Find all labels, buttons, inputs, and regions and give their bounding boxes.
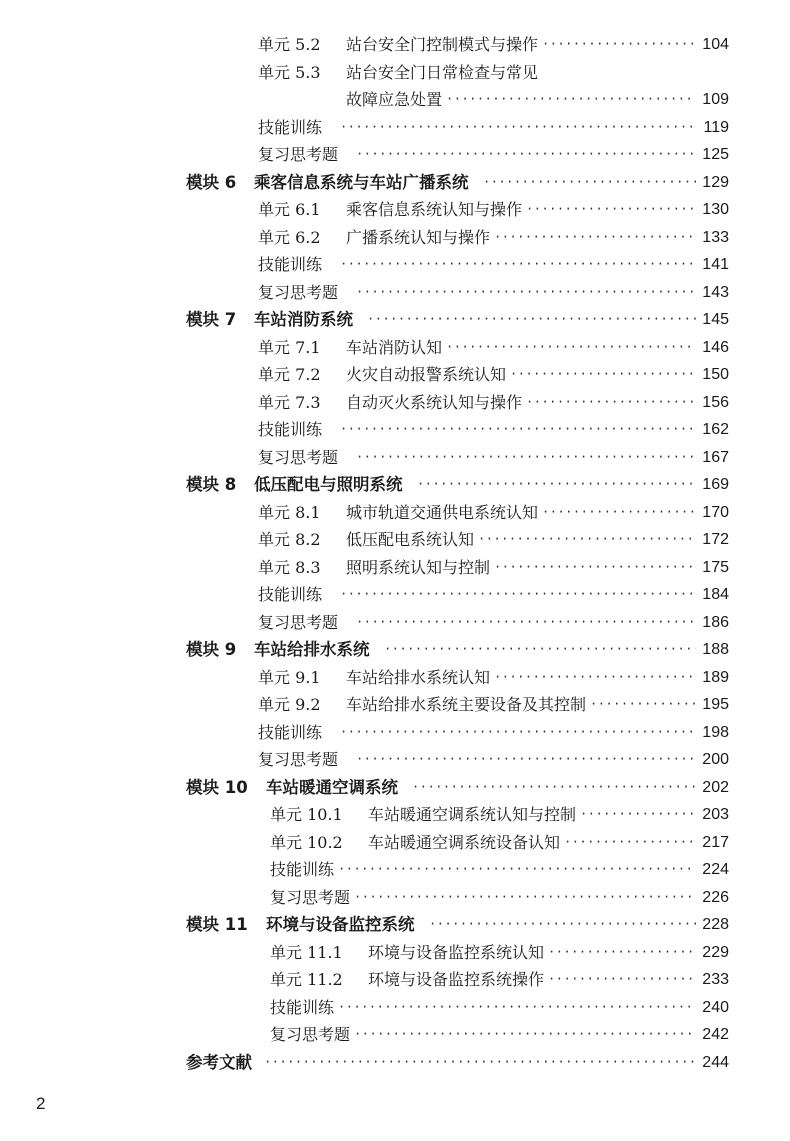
toc-entry-page: 172	[702, 531, 729, 548]
toc-entry-page: 240	[702, 998, 729, 1016]
toc-module-row	[0, 306, 790, 334]
toc-entry-title: 复习思考题	[258, 447, 339, 467]
toc-entry-label: 单元 8.1	[258, 502, 321, 522]
toc-entry-label: 单元 8.2	[258, 530, 321, 549]
dot-leader	[356, 444, 696, 472]
dot-leader	[510, 361, 696, 389]
dot-leader	[526, 196, 696, 224]
toc-entry-row	[0, 416, 790, 444]
toc-entry-page: 156	[702, 393, 729, 411]
toc-entry-row	[0, 939, 790, 967]
toc-entry-page: 184	[702, 586, 729, 603]
dot-leader	[356, 279, 696, 307]
toc-entry-title: 站台安全门控制模式与操作	[346, 35, 539, 54]
toc-entry-row	[0, 1021, 790, 1049]
dot-leader	[340, 719, 696, 747]
toc-module-row	[0, 911, 790, 939]
dot-leader	[356, 609, 696, 637]
toc-entry-page: 202	[702, 778, 729, 796]
toc-entry-row	[0, 31, 790, 59]
toc-entry-title: 乘客信息系统与车站广播系统	[254, 172, 469, 192]
toc-entry-row	[0, 196, 790, 224]
toc-entry-page: 233	[702, 971, 729, 988]
toc-entry-title: 车站暖通空调系统认知与控制	[368, 805, 577, 824]
toc-entry-title: 复习思考题	[258, 750, 339, 769]
toc-entry-row	[0, 856, 790, 884]
dot-leader	[417, 471, 696, 499]
toc-entry-page: 244	[702, 1053, 729, 1071]
dot-leader	[483, 169, 696, 197]
toc-entry-page: 198	[702, 723, 729, 741]
dot-leader	[542, 31, 696, 59]
toc-entry-row	[0, 389, 790, 417]
dot-leader	[526, 389, 696, 417]
toc-entry-page: 170	[702, 503, 729, 521]
toc-entry-title: 技能训练	[270, 997, 335, 1017]
toc-entry-title: 技能训练	[258, 255, 323, 274]
toc-entry-title: 技能训练	[258, 117, 323, 137]
toc-entry-page: 242	[702, 1026, 729, 1043]
toc-entry-row	[0, 499, 790, 527]
toc-entry-title: 复习思考题	[270, 1025, 351, 1044]
toc-entry-page: 224	[702, 861, 729, 878]
toc-entry-row	[0, 829, 790, 857]
toc-entry-row	[0, 224, 790, 252]
dot-leader	[338, 856, 696, 884]
toc-entry-page: 141	[702, 256, 729, 273]
toc-entry-row	[0, 994, 790, 1022]
dot-leader	[356, 746, 696, 774]
toc-entry-page: 229	[702, 943, 729, 961]
dot-leader	[338, 994, 696, 1022]
toc-entry-row	[0, 141, 790, 169]
toc-entry-row	[0, 609, 790, 637]
toc-entry-page: 104	[702, 36, 729, 53]
dot-leader	[494, 664, 696, 692]
dot-leader	[590, 691, 696, 719]
dot-leader	[340, 581, 696, 609]
toc-entry-page: 129	[702, 173, 729, 191]
toc-entry-title: 站台安全门日常检查与常见	[346, 62, 539, 82]
toc-entry-row	[0, 251, 790, 279]
toc-entry-page: 217	[702, 833, 729, 851]
toc-entry-label: 模块 6	[186, 172, 237, 192]
toc-entry-label: 模块 9	[186, 640, 237, 659]
dot-leader	[340, 114, 697, 142]
dot-leader	[548, 966, 696, 994]
page-number: 2	[36, 1094, 46, 1113]
toc-entry-title: 城市轨道交通供电系统认知	[346, 502, 539, 522]
toc-entry-row	[0, 444, 790, 472]
toc-entry-page: 162	[702, 421, 729, 438]
toc-entry-title: 火灾自动报警系统认知	[346, 365, 507, 384]
dot-leader	[354, 1021, 696, 1049]
toc-entry-row	[0, 801, 790, 829]
toc-entry-row	[0, 334, 790, 362]
toc-entry-title: 复习思考题	[270, 887, 351, 907]
toc-entry-row	[0, 86, 790, 114]
toc-entry-title: 环境与设备监控系统操作	[368, 970, 545, 989]
toc-entry-page: 125	[702, 146, 729, 163]
toc-entry-page: 133	[702, 228, 729, 246]
dot-leader	[429, 911, 696, 939]
dot-leader	[564, 829, 696, 857]
toc-entry-title: 复习思考题	[258, 282, 339, 302]
toc-entry-row	[0, 884, 790, 912]
toc-entry-title: 环境与设备监控系统认知	[368, 942, 545, 962]
toc-entry-page: 203	[702, 806, 729, 823]
toc-entry-title: 车站给排水系统主要设备及其控制	[346, 695, 587, 714]
toc-entry-title: 车站消防认知	[346, 337, 443, 357]
toc-entry-label: 单元 7.1	[258, 337, 321, 357]
toc-entry-row	[0, 746, 790, 774]
toc-entry-title: 技能训练	[258, 585, 323, 604]
toc-entry-title: 复习思考题	[258, 612, 339, 632]
toc-entry-page: 119	[703, 118, 729, 136]
dot-leader	[548, 939, 696, 967]
toc-entry-title: 低压配电系统认知	[346, 530, 475, 549]
toc-entry-title: 照明系统认知与控制	[346, 557, 491, 577]
toc-module-row	[0, 169, 790, 197]
toc-entry-row	[0, 114, 790, 142]
toc-entry-label: 单元 11.2	[270, 970, 343, 989]
toc-entry-title: 广播系统认知与操作	[346, 227, 491, 247]
dot-leader	[367, 306, 696, 334]
dot-leader	[494, 224, 696, 252]
toc-entry-label: 模块 7	[186, 310, 237, 329]
toc-entry-title: 车站暖通空调系统	[266, 777, 398, 797]
toc-entry-row	[0, 554, 790, 582]
toc-entry-label: 单元 10.2	[270, 832, 343, 852]
toc-entry-row	[0, 581, 790, 609]
toc-entry-page: 195	[702, 696, 729, 713]
toc-entry-label: 单元 5.2	[258, 35, 321, 54]
toc-module-row	[0, 774, 790, 802]
toc-entry-title: 低压配电与照明系统	[254, 475, 403, 494]
toc-entry-page: 143	[702, 283, 729, 301]
toc-entry-title: 乘客信息系统认知与操作	[346, 200, 523, 219]
dot-leader	[356, 141, 696, 169]
dot-leader	[580, 801, 696, 829]
toc-entry-page: 145	[702, 311, 729, 328]
dot-leader	[354, 884, 696, 912]
toc-entry-title: 技能训练	[270, 860, 335, 879]
toc-entry-label: 单元 11.1	[270, 942, 343, 962]
toc-entry-page: 175	[702, 558, 729, 576]
toc-entry-label: 模块 8	[186, 475, 237, 494]
toc-entry-row	[0, 59, 790, 87]
toc-entry-title: 技能训练	[258, 420, 323, 439]
toc-entry-title: 车站给排水系统	[254, 640, 370, 659]
toc-entry-title: 技能训练	[258, 722, 323, 742]
toc-entry-title: 环境与设备监控系统	[266, 915, 415, 934]
toc-entry-row	[0, 361, 790, 389]
toc-entry-page: 109	[702, 91, 729, 108]
dot-leader	[478, 526, 696, 554]
dot-leader	[384, 636, 696, 664]
toc-entry-row	[0, 1049, 790, 1077]
toc-entry-page: 226	[702, 888, 729, 906]
dot-leader	[446, 334, 696, 362]
toc-entry-row	[0, 719, 790, 747]
dot-leader	[340, 251, 696, 279]
toc-entry-label: 单元 8.3	[258, 557, 321, 577]
dot-leader	[412, 774, 696, 802]
toc-entry-title: 车站给排水系统认知	[346, 667, 491, 687]
dot-leader	[542, 499, 696, 527]
toc-entry-row	[0, 691, 790, 719]
toc-module-row	[0, 636, 790, 664]
toc-entry-page: 130	[702, 201, 729, 218]
toc-entry-label: 单元 9.1	[258, 667, 321, 687]
toc-entry-title: 车站消防系统	[254, 310, 353, 329]
toc-entry-page: 228	[702, 916, 729, 933]
toc-entry-row	[0, 966, 790, 994]
toc-entry-title: 车站暖通空调系统设备认知	[368, 832, 561, 852]
toc-entry-label: 模块 11	[186, 915, 248, 934]
toc-entry-row	[0, 664, 790, 692]
table-of-contents	[0, 31, 790, 1076]
toc-entry-title: 自动灭火系统认知与操作	[346, 392, 523, 412]
toc-entry-label: 单元 7.3	[258, 392, 321, 412]
toc-entry-page: 188	[702, 641, 729, 658]
toc-entry-label: 单元 10.1	[270, 805, 343, 824]
toc-entry-label: 单元 7.2	[258, 365, 321, 384]
toc-entry-title: 参考文献	[186, 1052, 252, 1072]
toc-module-row	[0, 471, 790, 499]
dot-leader	[494, 554, 696, 582]
toc-entry-page: 200	[702, 751, 729, 768]
toc-entry-label: 单元 6.2	[258, 227, 321, 247]
toc-entry-page: 150	[702, 366, 729, 383]
toc-entry-title: 故障应急处置	[346, 90, 443, 109]
toc-entry-label: 单元 6.1	[258, 200, 321, 219]
toc-entry-label: 单元 9.2	[258, 695, 321, 714]
dot-leader	[446, 86, 696, 114]
toc-entry-page: 186	[702, 613, 729, 631]
toc-entry-label: 单元 5.3	[258, 62, 321, 82]
toc-entry-page: 146	[702, 338, 729, 356]
toc-entry-title: 复习思考题	[258, 145, 339, 164]
dot-leader	[340, 416, 696, 444]
toc-entry-row	[0, 526, 790, 554]
toc-entry-page: 167	[702, 448, 729, 466]
toc-entry-label: 模块 10	[186, 777, 248, 797]
dot-leader	[264, 1049, 696, 1077]
toc-entry-page: 169	[702, 476, 729, 493]
toc-entry-page: 189	[702, 668, 729, 686]
toc-entry-row	[0, 279, 790, 307]
